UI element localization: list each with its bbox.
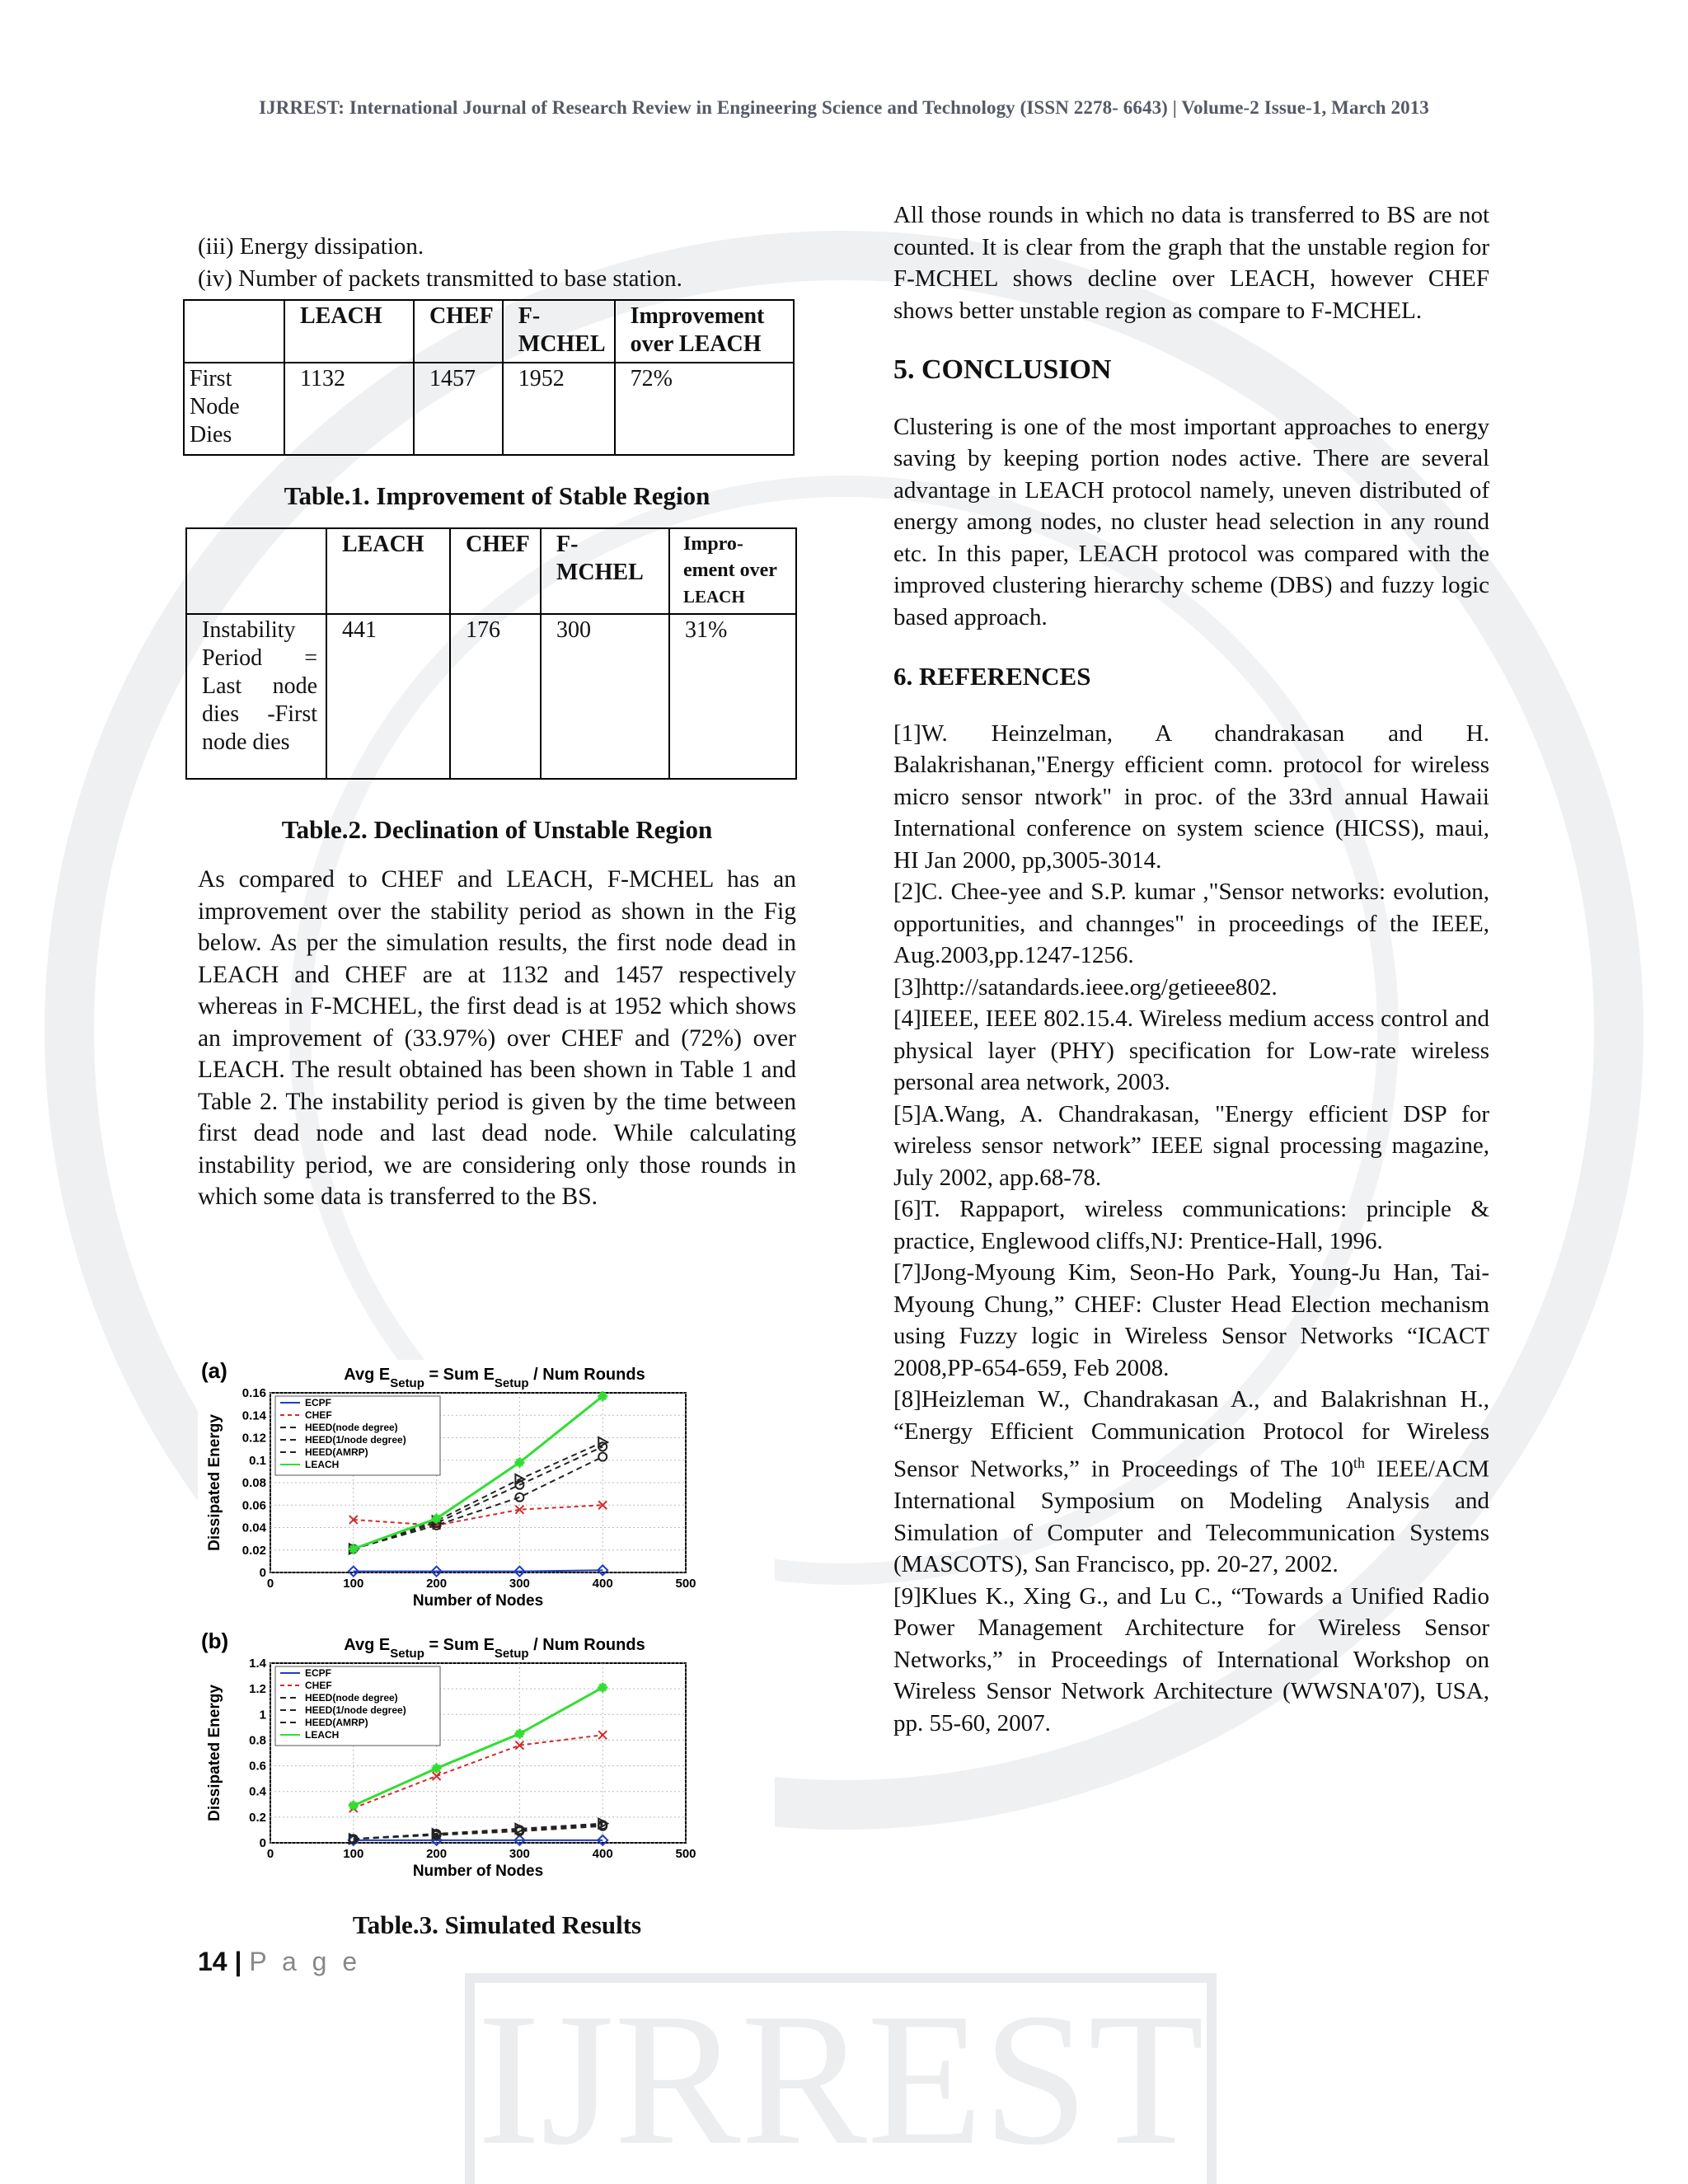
- x-tick-label: 300: [509, 1577, 530, 1591]
- table-cell: 31%: [669, 614, 796, 779]
- x-tick-label: 300: [509, 1847, 530, 1861]
- table-cell: Instability Period = Last node dies -First node dies: [186, 614, 326, 779]
- panel-label: (b): [201, 1629, 229, 1653]
- table-cell: [184, 300, 284, 363]
- table-cell: 1457: [414, 363, 503, 455]
- table-cell: 441: [326, 614, 450, 779]
- y-tick-label: 0.6: [249, 1759, 266, 1774]
- footer-separator: |: [234, 1947, 242, 1976]
- table-header: F-MCHEL: [503, 300, 615, 363]
- x-axis-label: Number of Nodes: [412, 1863, 544, 1879]
- y-axis-label: Dissipated Energy: [206, 1414, 223, 1551]
- chart-panel: [201, 1360, 696, 1610]
- chart-title: [344, 1636, 645, 1661]
- legend-label: ECPF: [305, 1667, 332, 1679]
- reference-text: IEEE/ACM International Symposium on Modeling Analysis and Simulation of Computer and Telecommunication Systems (MASCOTS), San Francisco, pp. 20-27, 2002.: [893, 1455, 1489, 1578]
- y-tick-label: 1: [259, 1708, 266, 1722]
- table-cell: 72%: [615, 363, 794, 455]
- y-tick-label: 0.4: [249, 1784, 266, 1799]
- table-header-leach: LEACH: [683, 586, 745, 607]
- figure-caption: Table.3. Simulated Results: [352, 1910, 642, 1939]
- table-cell: 300: [541, 614, 669, 779]
- conclusion-heading: 5. CONCLUSION: [893, 354, 1112, 385]
- page-number: 14: [198, 1947, 227, 1976]
- y-tick-label: 0.06: [241, 1498, 266, 1513]
- watermark-box: [470, 1978, 1212, 2184]
- reference-item: [6]T. Rappaport, wireless communications: principle & practice, Englewood cliffs,NJ: Prentice-Hall, 1996.: [893, 1196, 1489, 1254]
- reference-item: [2]C. Chee-yee and S.P. kumar ,"Sensor networks: evolution, opportunities, and channges" in proceedings of the IEEE, Aug.2003,pp.1247-1256.: [893, 879, 1489, 968]
- x-tick-label: 400: [592, 1847, 613, 1861]
- table-stable-region: [183, 299, 795, 456]
- reference-item: [9]Klues K., Xing G., and Lu C., “Towards a Unified Radio Power Management Architecture for Wireless Sensor Networks,” in Proceedings of International Workshop on Wireless Sensor Network Architecture (WWSNA'07), USA, pp. 55-60, 2007.: [893, 1582, 1489, 1736]
- list-item-energy: (iii) Energy dissipation.: [198, 233, 424, 260]
- y-tick-label: 0.2: [249, 1810, 266, 1825]
- x-tick-label: 500: [675, 1577, 696, 1591]
- panel-label: (a): [201, 1360, 227, 1383]
- chart-title-part: / Num Rounds: [528, 1636, 645, 1654]
- list-item-packets: (iv) Number of packets transmitted to base station.: [198, 265, 682, 292]
- results-paragraph: As compared to CHEF and LEACH, F-MCHEL has an improvement over the stability period as shown in the Fig below. As per the simulation results, the first node dead in LEACH and CHEF are at 1132 and 1457 respectively whereas in F-MCHEL, the first dead is at 1952 which shows an improvement of (33.97%) over CHEF and (72%) over LEACH. The result obtained has been shown in Table 1 and Table 2. The instability period is given by the time between first dead node and last dead node. While calculating instability period, we are considering only those rounds in which some data is transferred to the BS.: [198, 866, 796, 1210]
- references-heading: 6. REFERENCES: [893, 662, 1091, 691]
- y-tick-label: 0: [259, 1566, 266, 1580]
- y-tick-label: 0.8: [249, 1733, 266, 1748]
- y-tick-label: 1.2: [249, 1682, 266, 1697]
- right-column: [893, 199, 1489, 1739]
- x-tick-label: 100: [343, 1577, 364, 1591]
- y-tick-label: 0.1: [249, 1453, 266, 1468]
- x-tick-label: 500: [675, 1847, 696, 1861]
- y-tick-label: 0.16: [241, 1386, 266, 1400]
- table-cell: [186, 528, 326, 614]
- legend-label: CHEF: [305, 1680, 332, 1691]
- chart-title: [344, 1366, 645, 1390]
- legend-label: HEED(node degree): [305, 1422, 398, 1433]
- chart-title-part: Avg E: [344, 1636, 391, 1654]
- reference-item: [5]A.Wang, A. Chandrakasan, "Energy efficient DSP for wireless sensor network” IEEE signal processing magazine, July 2002, app.68-78.: [893, 1100, 1489, 1191]
- x-tick-label: 200: [426, 1847, 448, 1861]
- table-header: [669, 528, 796, 614]
- table-unstable-region: [185, 527, 797, 780]
- chart-title-part: / Num Rounds: [528, 1366, 645, 1384]
- left-column: [190, 231, 796, 1213]
- table-header-improvement: Impro-ement over: [683, 532, 777, 581]
- reference-superscript: th: [1353, 1455, 1366, 1471]
- y-tick-label: 0: [259, 1836, 266, 1850]
- legend-label: HEED(AMRP): [305, 1717, 368, 1728]
- y-tick-label: 1.4: [249, 1657, 266, 1671]
- legend-label: HEED(node degree): [305, 1692, 398, 1704]
- x-tick-label: 100: [343, 1847, 364, 1861]
- y-tick-label: 0.08: [241, 1476, 266, 1490]
- chart-title-part: Avg E: [344, 1366, 391, 1384]
- reference-item: [4]IEEE, IEEE 802.15.4. Wireless medium access control and physical layer (PHY) specification for Low-rate wireless personal area network, 2003.: [893, 1005, 1489, 1095]
- table-header-row: [186, 528, 796, 614]
- table-header: CHEF: [450, 528, 541, 614]
- x-tick-label: 400: [592, 1577, 613, 1591]
- legend-label: CHEF: [305, 1409, 332, 1421]
- table-header: CHEF: [414, 300, 503, 363]
- table-header: Improvement over LEACH: [615, 300, 794, 363]
- y-tick-label: 0.12: [241, 1431, 266, 1446]
- table-header: F-MCHEL: [541, 528, 669, 614]
- reference-item: [1]W. Heinzelman, A chandrakasan and H. Balakrishanan,"Energy efficient comn. protocol for wireless micro sensor ntwork" in proc. of the 33rd annual Hawaii International conference on system science (HICSS), maui, HI Jan 2000, pp,3005-3014.: [893, 719, 1489, 874]
- chart-panel: [201, 1629, 696, 1879]
- legend-label: HEED(1/node degree): [305, 1434, 406, 1446]
- watermark-text: IJRREST: [477, 1974, 1204, 2184]
- simulated-results-figure: [198, 1360, 775, 1879]
- intro-paragraph: All those rounds in which no data is transferred to BS are not counted. It is clear from the graph that the unstable region for F-MCHEL shows decline over LEACH, however CHEF shows better unstable region as compare to F-MCHEL.: [893, 202, 1489, 324]
- table-row: [184, 363, 794, 455]
- reference-text: [8]Heizleman W., Chandrakasan A., and Balakrishnan H., “Energy Efficient Communication Protocol for Wireless Sensor Networks,” in Proceedings of The 10: [893, 1386, 1489, 1483]
- table1-caption: Table.1. Improvement of Stable Region: [284, 481, 710, 510]
- y-tick-label: 0.04: [241, 1521, 266, 1535]
- chart-title-part: Setup: [494, 1646, 529, 1661]
- energy-chart: [198, 1360, 775, 1879]
- x-axis-label: Number of Nodes: [412, 1592, 544, 1610]
- y-tick-label: 0.02: [241, 1543, 266, 1558]
- chart-title-part: Setup: [390, 1646, 424, 1661]
- chart-title-part: = Sum E: [424, 1366, 495, 1384]
- legend-label: LEACH: [305, 1459, 340, 1470]
- legend-label: HEED(1/node degree): [305, 1704, 406, 1716]
- table-cell: 1952: [503, 363, 615, 455]
- x-tick-label: 200: [426, 1577, 448, 1591]
- table-cell: 1132: [284, 363, 414, 455]
- chart-title-part: = Sum E: [424, 1636, 495, 1654]
- y-tick-label: 0.14: [241, 1408, 266, 1423]
- y-axis-label: Dissipated Energy: [206, 1685, 223, 1821]
- reference-item: [3]http://satandards.ieee.org/getieee802.: [893, 973, 1278, 1001]
- references-list: [893, 718, 1489, 1740]
- legend-label: LEACH: [305, 1729, 340, 1741]
- conclusion-paragraph: Clustering is one of the most important approaches to energy saving by keeping portion nodes active. There are several advantage in LEACH protocol namely, uneven distributed of energy among nodes, no cluster head selection in any round etc. In this paper, LEACH protocol was compared with the improved clustering hierarchy scheme (DBS) and fuzzy logic based approach.: [893, 413, 1489, 630]
- chart-title-part: Setup: [494, 1376, 529, 1390]
- x-tick-label: 0: [266, 1847, 274, 1861]
- page-footer: [198, 1947, 361, 1977]
- table-cell: 176: [450, 614, 541, 779]
- table-row: [186, 614, 796, 779]
- journal-header: IJRREST: International Journal of Research Review in Engineering Science and Technology (ISSN 2278- 6643) | Volume-2 Issue-1, March 2013: [259, 97, 1429, 118]
- table-cell: First Node Dies: [184, 363, 284, 455]
- table-header: LEACH: [326, 528, 450, 614]
- chart-title-part: Setup: [390, 1376, 424, 1390]
- page-label: P a g e: [249, 1947, 362, 1976]
- legend-label: ECPF: [305, 1397, 332, 1408]
- table-header-row: [184, 300, 794, 363]
- x-tick-label: 0: [266, 1577, 274, 1591]
- legend-label: HEED(AMRP): [305, 1446, 368, 1458]
- table2-caption: Table.2. Declination of Unstable Region: [281, 814, 713, 844]
- table-header: LEACH: [284, 300, 414, 363]
- reference-item: [893, 1384, 1489, 1581]
- reference-item: [7]Jong-Myoung Kim, Seon-Ho Park, Young-Ju Han, Tai-Myoung Chung,” CHEF: Cluster Head Election mechanism using Fuzzy logic in Wireless Sensor Networks “ICACT 2008,PP-654-659, Feb 2008.: [893, 1259, 1489, 1381]
